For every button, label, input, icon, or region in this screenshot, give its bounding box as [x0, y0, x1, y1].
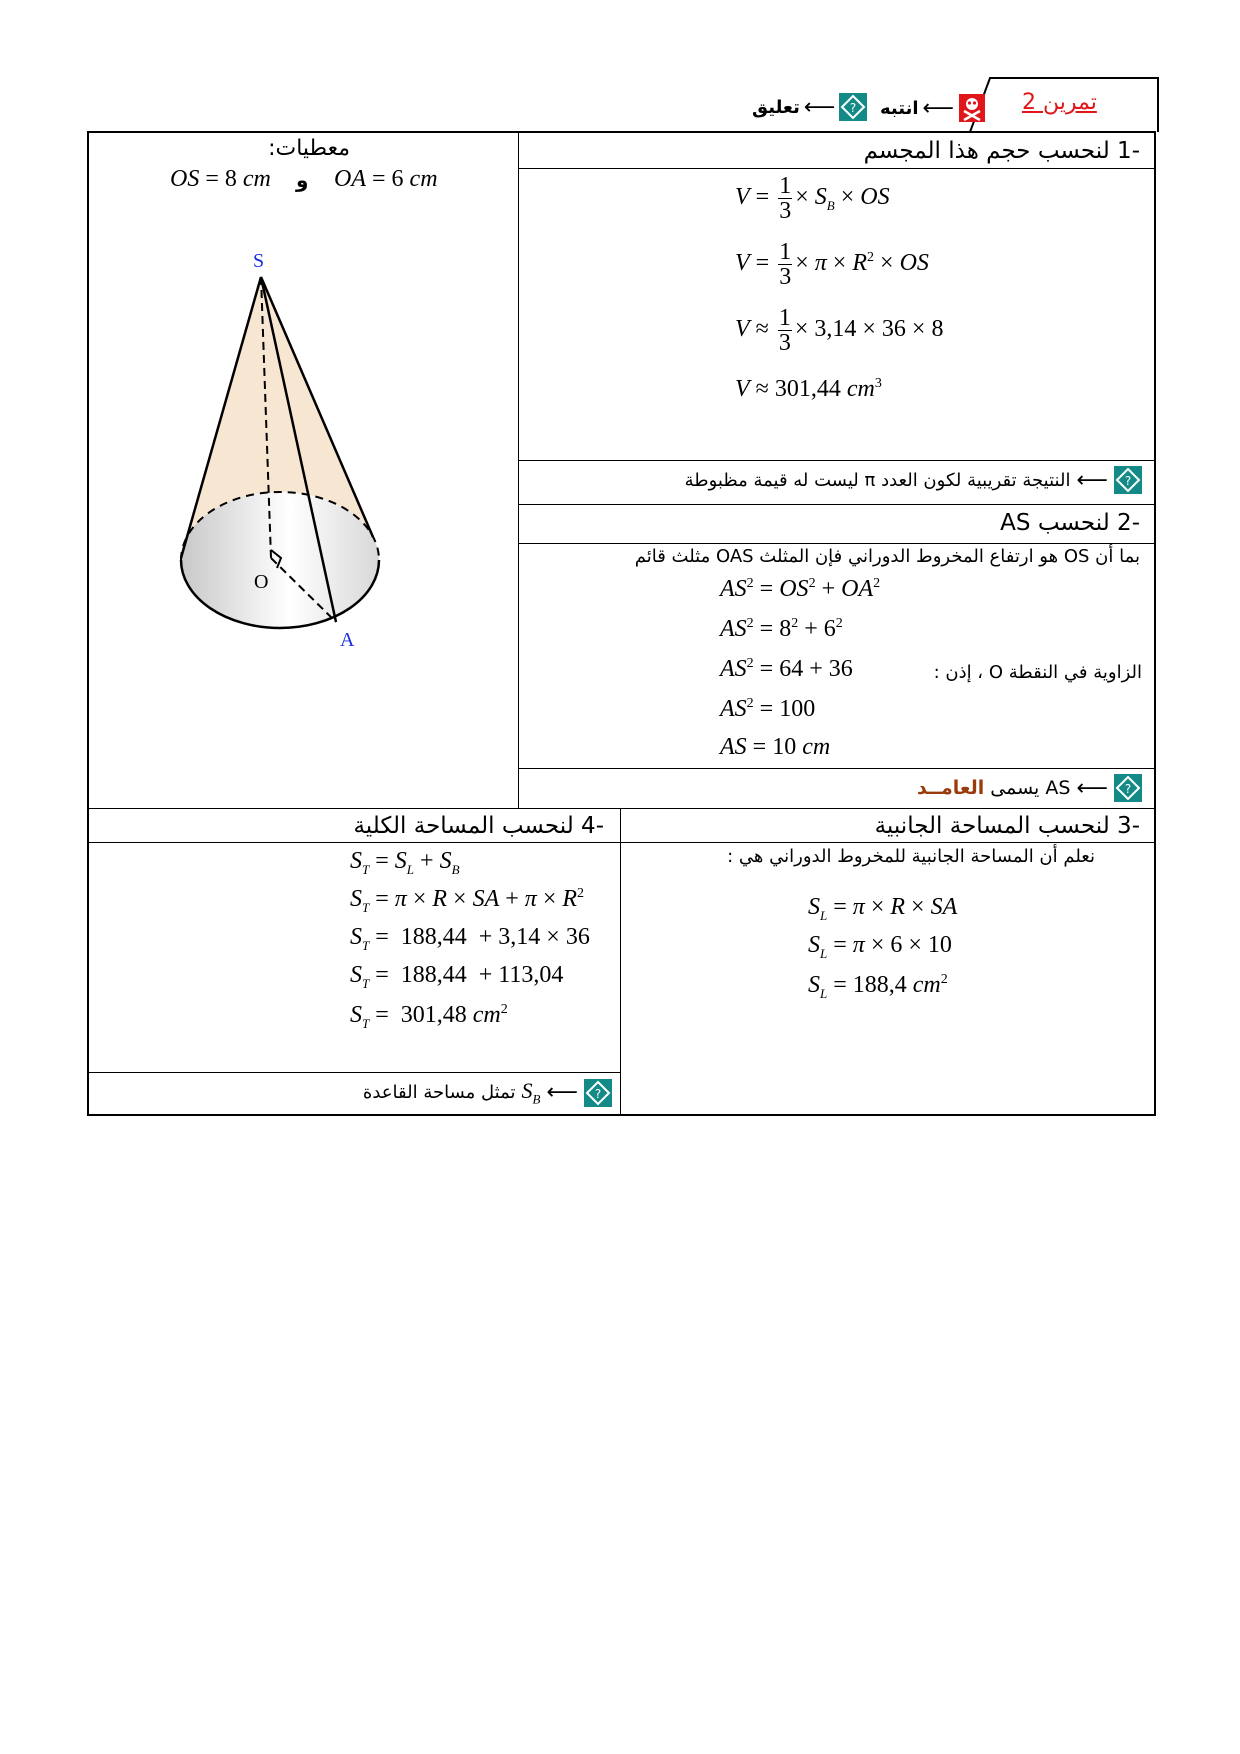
- divider: [88, 808, 1156, 809]
- part2-title: -2 لنحسب AS: [1000, 510, 1140, 536]
- divider: [518, 543, 1156, 544]
- part4-eq5: $S_T = 301,48$ $cm^2$: [350, 1002, 508, 1031]
- apex-label: S: [253, 250, 265, 272]
- part1-title: -1 لنحسب حجم هذا المجسم: [863, 138, 1140, 164]
- comment-diamond-icon: [839, 93, 867, 121]
- left-arrow-icon: ⟵: [546, 1080, 578, 1106]
- svg-text:?: ?: [594, 1086, 602, 1101]
- divider: [620, 808, 621, 1116]
- divider: [518, 768, 1156, 769]
- center-label: O: [254, 571, 269, 593]
- part2-intro: بما أن OS هو ارتفاع المخروط الدوراني فإن المثلث OAS مثلث قائم: [634, 546, 1140, 567]
- part4-note-row: [300, 1078, 612, 1107]
- part1-result: V ≈ 301,44 $cm^3$: [735, 376, 882, 402]
- part2-eq5: AS = 10 cm: [720, 734, 831, 760]
- part1-note-row: [620, 466, 1142, 494]
- svg-text:?: ?: [850, 101, 857, 115]
- part2-eq4: $AS^2 = 100$: [720, 696, 816, 722]
- part1-eq3: V ≈ $\frac{1}{3}$ × 3,14 × 36 × 8: [735, 305, 944, 356]
- part3-eq2: $S_L = \pi \times 6 \times 10$: [808, 932, 952, 961]
- part4-title: -4 لنحسب المساحة الكلية: [353, 813, 604, 839]
- skull-crossbones-icon: [958, 93, 986, 123]
- part2-eq2: $AS^2 = 8^2 + 6^2$: [720, 616, 843, 642]
- part4-eq4: $S_T = 188,44 + 113,04$: [350, 962, 564, 991]
- part3-intro: نعلم أن المساحة الجانبية للمخروط الدوراني هي :: [727, 846, 1095, 867]
- divider: [518, 132, 519, 808]
- part2-eq1: $AS^2 = OS^2 + OA^2$: [720, 576, 881, 602]
- attention-label: انتبه: [880, 97, 919, 119]
- comment-diamond-icon: [584, 1079, 612, 1107]
- part2-note-row: [800, 774, 1142, 802]
- part4-eq3: $S_T = 188,44 + 3,14 \times 36$: [350, 924, 590, 953]
- part1-eq1: V = $\frac{1}{3}$ × $S_B$ × OS: [735, 173, 890, 224]
- left-arrow-icon: ⟵: [922, 95, 955, 121]
- divider: [88, 1072, 620, 1073]
- divider: [518, 460, 1156, 461]
- comment-diamond-icon: [1114, 466, 1142, 494]
- part4-eq2: $S_T = \pi \times R$ × SA + $\pi \times R^2$: [350, 886, 585, 915]
- svg-text:?: ?: [1124, 474, 1132, 488]
- divider: [88, 842, 1156, 843]
- part3-eq3: $S_L = 188,4$ $cm^2$: [808, 972, 948, 1001]
- sb-symbol: $S_B$: [521, 1078, 541, 1107]
- part2-note-highlight: العامــد: [917, 777, 985, 799]
- part1-note: النتيجة تقريبية لكون العدد π ليست له قيمة مظبوطة: [684, 469, 1071, 491]
- part4-eq1: $S_T = S_L + S_B$: [350, 848, 460, 877]
- part2-note: AS يسمى العامــد: [917, 777, 1071, 799]
- exercise-label: تمرين 2: [1022, 90, 1097, 115]
- attention-group: [880, 93, 986, 123]
- left-arrow-icon: ⟵: [1076, 467, 1108, 493]
- divider: [518, 168, 1156, 169]
- part3-eq1: $S_L = \pi \times R$ × SA: [808, 894, 958, 923]
- given-os: OS = 8 cm: [170, 166, 271, 192]
- given-oa: OA = 6 cm: [334, 166, 438, 192]
- part2-angle-note: الزاوية في النقطة O ، إذن :: [933, 662, 1142, 683]
- part3-title: -3 لنحسب المساحة الجانبية: [874, 813, 1140, 839]
- cone-figure: [150, 240, 420, 660]
- left-arrow-icon: ⟵: [1076, 775, 1108, 801]
- comment-group: [752, 93, 867, 121]
- part1-eq2: V = $\frac{1}{3}$ × $\pi \times R^2$ × OS: [735, 239, 929, 290]
- divider: [518, 504, 1156, 505]
- point-label: A: [340, 629, 355, 651]
- comment-diamond-icon: [1114, 774, 1142, 802]
- left-arrow-icon: ⟵: [803, 94, 836, 120]
- given-title: معطيات:: [268, 136, 350, 161]
- comment-label: تعليق: [752, 96, 800, 118]
- header-frame: [0, 0, 1240, 140]
- part2-eq3: $AS^2 = 64 + 36$: [720, 656, 853, 682]
- given-conj: و: [296, 168, 309, 192]
- part4-note: تمثل مساحة القاعدة: [362, 1082, 516, 1104]
- svg-text:?: ?: [1124, 782, 1132, 796]
